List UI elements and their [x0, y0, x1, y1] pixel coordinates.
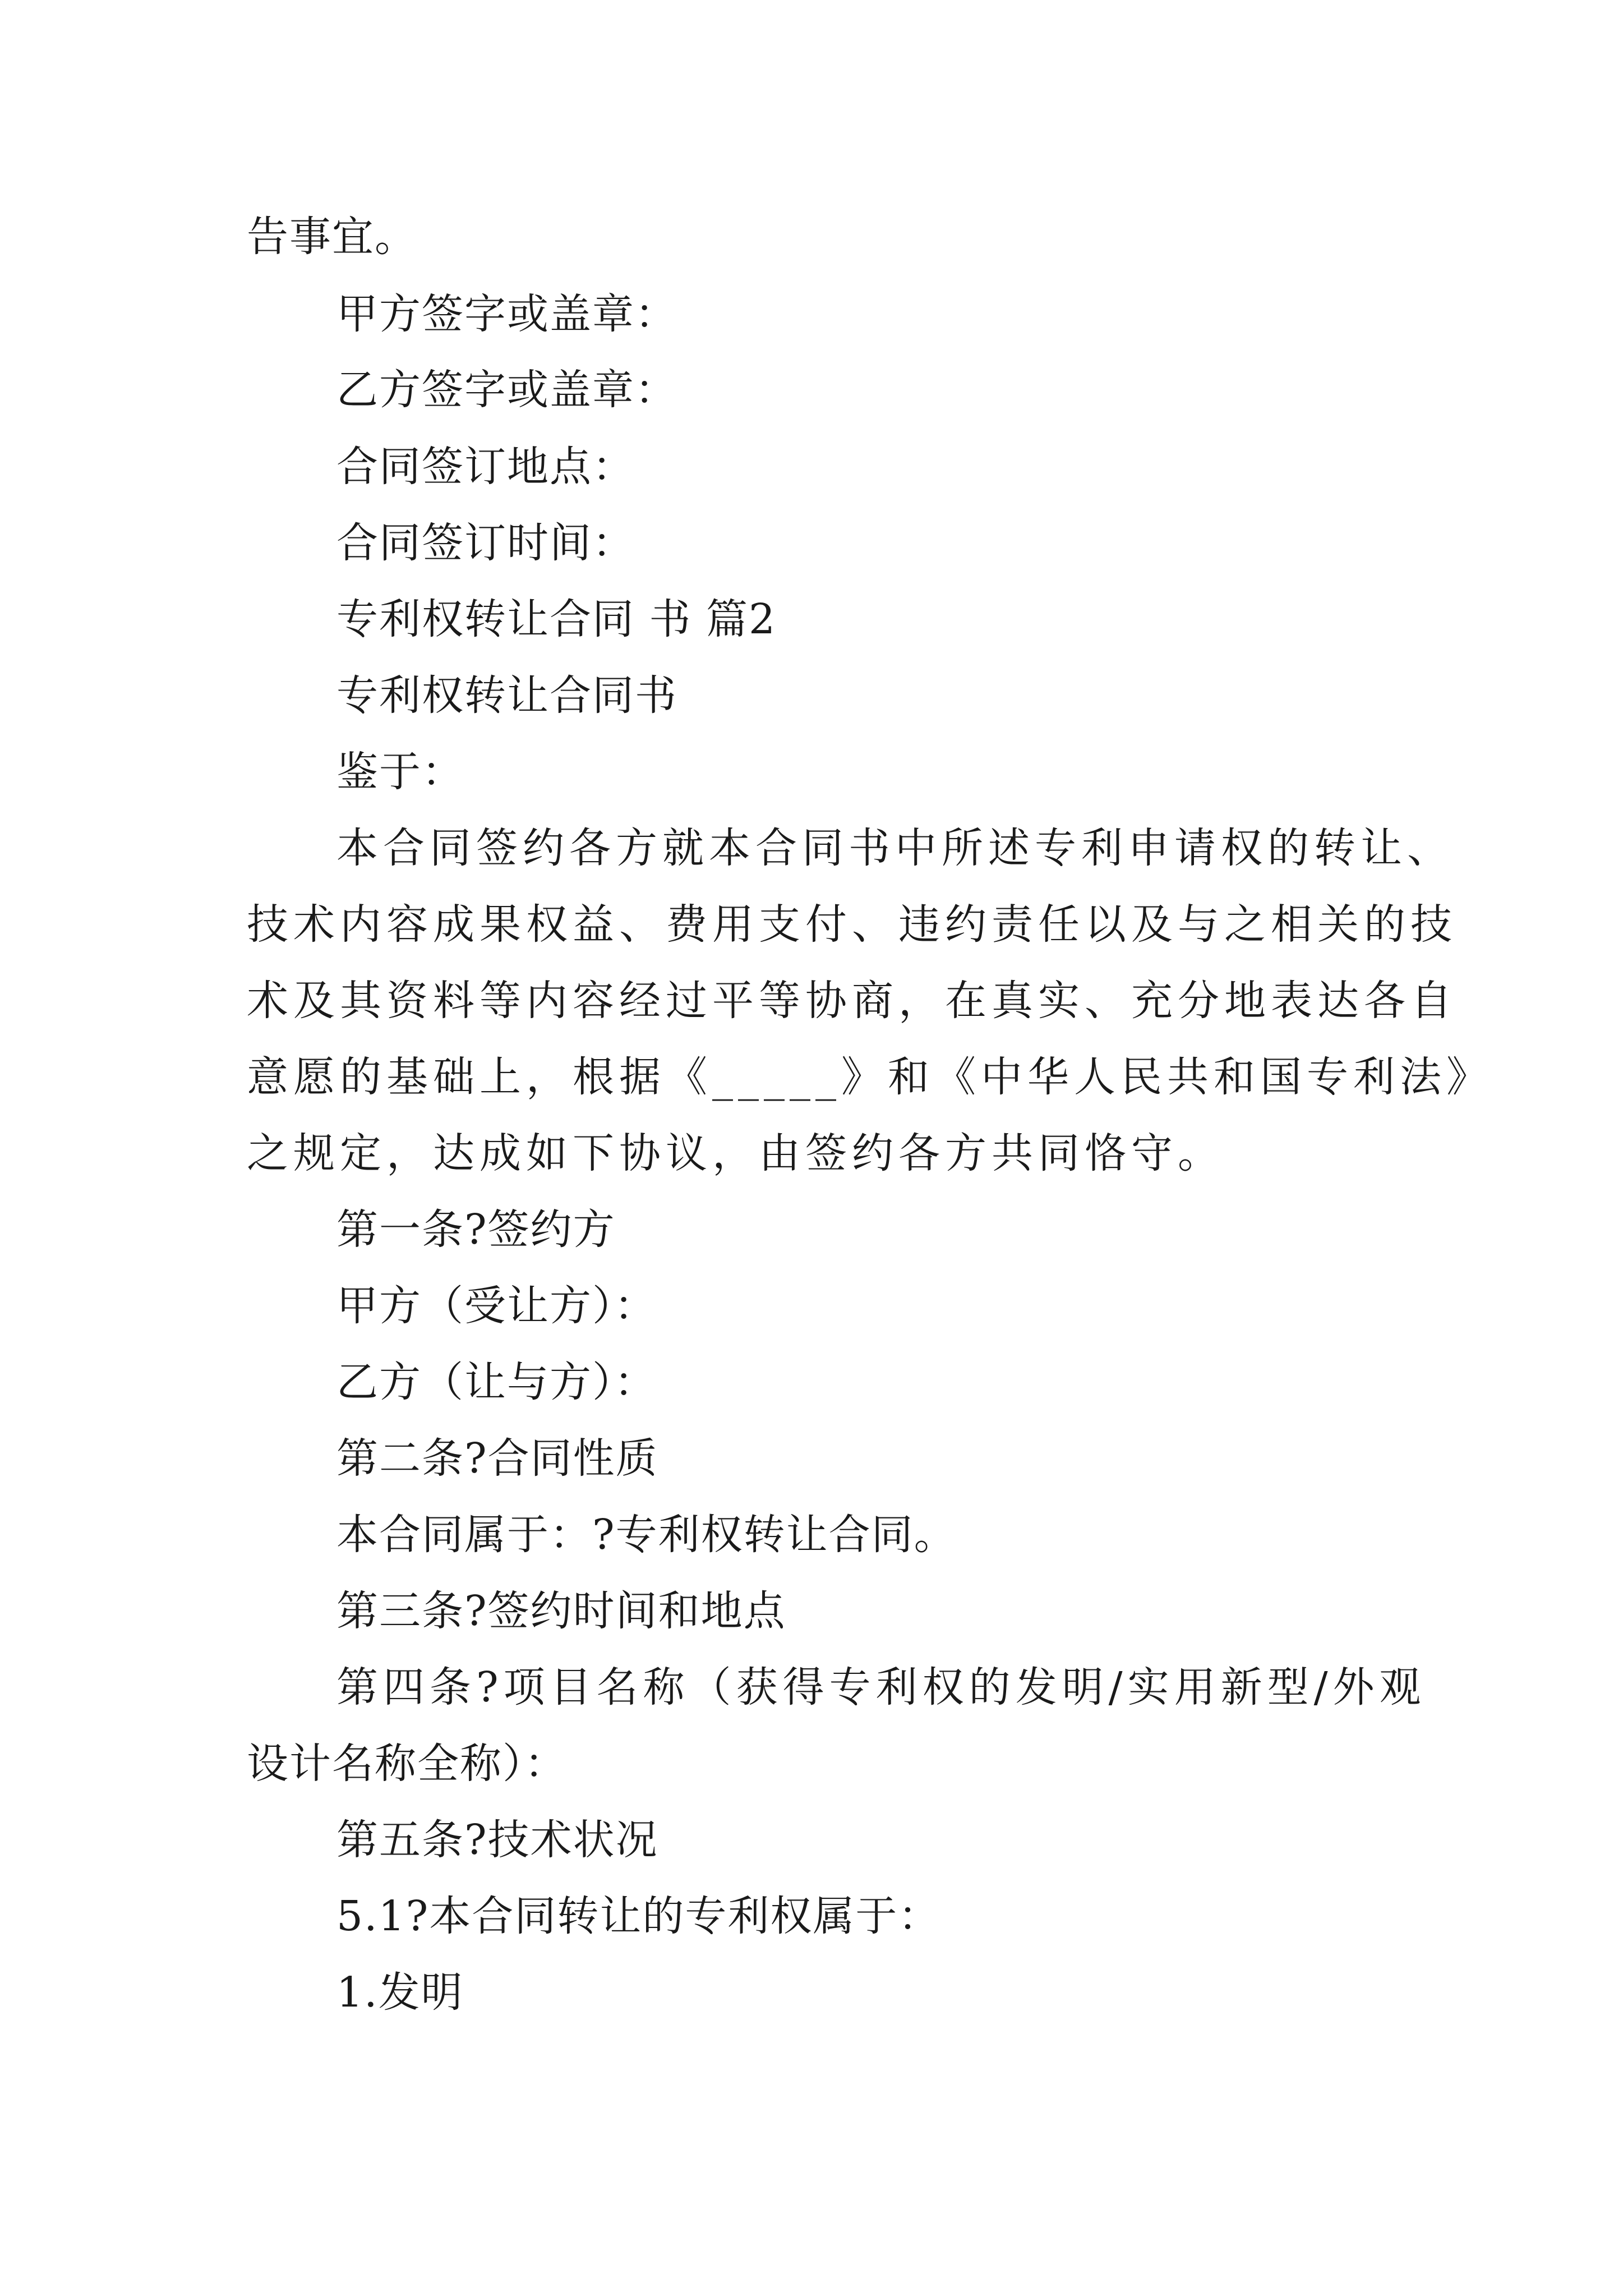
document-title: 专利权转让合同书 [336, 671, 677, 720]
preamble-line: 本合同签约各方就本合同书中所述专利申请权的转让、 [336, 824, 1454, 872]
party-a-signature-line: 甲方签字或盖章： [336, 290, 677, 338]
party-b-line: 乙方（让与方）： [336, 1358, 657, 1406]
list-item: 1.发明 [336, 1968, 464, 2017]
article-heading: 第二条?合同性质 [336, 1434, 658, 1483]
preamble-line: 技术内容成果权益、费用支付、违约责任以及与之相关的技 [247, 900, 1457, 949]
contract-nature-line: 本合同属于：?专利权转让合同。 [336, 1511, 957, 1559]
signing-time-line: 合同签订时间： [336, 519, 635, 567]
article-heading: 第三条?签约时间和地点 [336, 1587, 786, 1635]
clause-line: 5.1?本合同转让的专利权属于： [336, 1892, 941, 1940]
whereas-label: 鉴于： [336, 748, 464, 796]
party-a-line: 甲方（受让方）： [336, 1282, 657, 1330]
article-heading: 第五条?技术状况 [336, 1816, 658, 1864]
section-heading: 专利权转让合同 书 篇2 [336, 595, 777, 643]
party-b-signature-line: 乙方签字或盖章： [336, 366, 677, 414]
article-heading: 第一条?签约方 [336, 1205, 616, 1254]
article-text-line: 设计名称全称）： [247, 1740, 567, 1788]
article-heading: 第四条?项目名称（获得专利权的发明/实用新型/外观 [336, 1663, 1426, 1711]
preamble-line: 意愿的基础上，根据《_____》和《中华人民共和国专利法》 [247, 1053, 1493, 1101]
paragraph-continuation: 告事宜。 [247, 213, 417, 261]
signing-place-line: 合同签订地点： [336, 443, 635, 491]
preamble-line: 术及其资料等内容经过平等协商，在真实、充分地表达各自 [247, 977, 1457, 1025]
preamble-line: 之规定，达成如下协议，由签约各方共同恪守。 [247, 1129, 1224, 1177]
